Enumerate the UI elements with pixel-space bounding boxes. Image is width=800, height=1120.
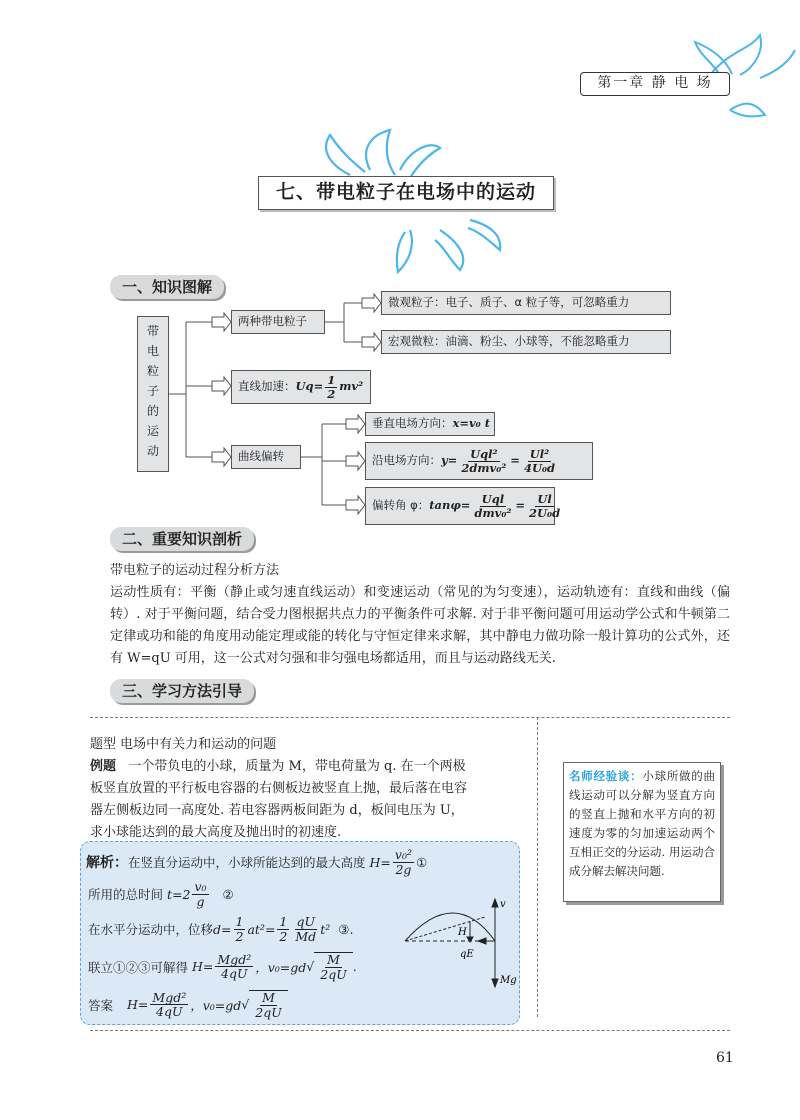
fraction	[293, 915, 318, 944]
frac-num: Uql²	[470, 446, 498, 461]
page-title: 七、带电粒子在电场中的运动	[258, 176, 554, 210]
fraction	[253, 991, 284, 1020]
equation-tag: ③.	[338, 921, 354, 937]
example-line: 一个带负电的小球，质量为 M，带电荷量为 q. 在一个两极	[128, 759, 466, 774]
fraction	[472, 493, 513, 519]
problem-type: 题型 电场中有关力和运动的问题	[90, 737, 277, 752]
frac-den: g	[196, 893, 205, 909]
dashed-divider-top	[90, 717, 730, 718]
mindmap-node-curve	[231, 445, 301, 469]
tip-text: 小球所做的曲线运动可以分解为竖直方向的竖直上抛和水平方向的初速度为零的匀加速运动两个互相正交的分运动. 用运动合成分解去解决问题.	[569, 769, 716, 878]
solution-label: 解析：	[86, 855, 128, 872]
trajectory-figure	[400, 895, 520, 995]
node-label: 宏观微粒：油滴、粉尘、小球等，不能忽略重力	[388, 334, 630, 349]
tip-title: 名师经验谈：	[569, 769, 643, 783]
root-char: 粒	[146, 364, 159, 378]
frac-num: v₀	[194, 879, 207, 894]
example-line: 板竖直放置的平行板电容器的右侧板边被竖直上抛，最后落在电容	[90, 781, 468, 796]
formula-part: t²	[320, 921, 331, 937]
formula-part: mv²	[339, 379, 364, 394]
frac-num: 1	[279, 914, 288, 929]
analysis-paragraph: 运动性质有：平衡（静止或匀速直线运动）和变速运动（常见的为匀变速），运动轨迹有：直线和曲线（偏转）. 对于平衡问题，结合受力图根据共点力的平衡条件可求解. 对于非平衡问题可用运动学公式和牛顿第二定律或功和能的角度用动能定理或能的转化与守恒定律来求解，其中静电力做功除一般计算功的公式外，还有 W=qU 可用，这一公式对匀强和非匀强电场都适用，而且与运动路线无关.	[110, 585, 730, 666]
frac-den: 2U₀d	[529, 505, 561, 520]
solution-line-4	[88, 952, 357, 982]
fraction	[215, 953, 253, 982]
fraction	[234, 915, 246, 944]
fraction	[522, 448, 557, 474]
fraction	[150, 991, 188, 1020]
frac-den: 4qU	[221, 966, 248, 982]
frac-den: 2g	[395, 861, 412, 877]
fraction	[277, 915, 289, 944]
node-label: 直线加速：	[238, 379, 296, 394]
square-root: √ $\frac{M}{2qU}$	[306, 952, 352, 982]
example-line: 器左侧板边同一高度处. 若电容器两板间距为 d，板间电压为 U，	[90, 803, 464, 818]
node-label: 沿电场方向：	[372, 453, 441, 468]
formula-part: =	[515, 498, 526, 513]
solution-text: 所用的总时间	[88, 887, 164, 903]
node-label: 曲线偏转	[238, 449, 284, 464]
fraction	[325, 374, 337, 400]
mindmap-node-along	[365, 442, 593, 480]
frac-num: qU	[296, 914, 316, 929]
formula-part: Uq=	[295, 379, 324, 394]
example-block	[90, 756, 530, 844]
page-number: 61	[716, 1050, 734, 1066]
formula-part: H=	[369, 854, 391, 870]
formula-part: H=	[127, 997, 149, 1013]
mindmap-node-angle	[365, 487, 561, 525]
mindmap-node-linear	[231, 370, 371, 404]
frac-num: Mgd²	[152, 989, 187, 1005]
solution-line-1	[86, 848, 427, 877]
frac-den: 2qU	[320, 966, 347, 982]
frac-num: Ul²	[529, 446, 550, 461]
teacher-tip-box	[563, 762, 721, 902]
frac-num: 1	[327, 372, 336, 387]
example-line: 求小球能达到的最大高度及抛出时的初速度.	[90, 825, 342, 840]
frac-den: 4U₀d	[523, 460, 556, 475]
label-Mg: Mg	[500, 975, 517, 986]
frac-num: M	[262, 990, 275, 1005]
formula-part: .	[352, 959, 357, 975]
formula-part: x=v₀ t	[452, 416, 491, 431]
dashed-divider-bottom	[90, 1030, 730, 1031]
frac-den: 2	[235, 928, 244, 944]
node-label: 偏转角 φ：	[372, 498, 430, 513]
node-label: 垂直电场方向：	[372, 416, 453, 431]
solution-answer-line	[88, 990, 288, 1020]
root-char: 的	[146, 404, 159, 418]
formula-part: H=	[192, 959, 214, 975]
answer-label: 答案	[88, 997, 114, 1013]
formula-part: tanφ=	[429, 498, 471, 513]
root-char: 电	[146, 344, 159, 358]
analysis-heading: 带电粒子的运动过程分析方法	[110, 563, 280, 578]
formula-part: at²=	[247, 921, 276, 937]
frac-den: 2qU	[255, 1004, 282, 1020]
section-heading-methods: 三、学习方法引导	[110, 679, 254, 703]
mindmap-node-two-kinds	[231, 310, 325, 334]
fraction	[527, 493, 562, 519]
frac-num: Mgd²	[217, 951, 252, 967]
mindmap-node-macro	[381, 330, 671, 354]
frac-den: 2	[327, 386, 336, 401]
solution-line-2	[88, 880, 234, 909]
chapter-header: 第一章 静 电 场	[580, 72, 730, 96]
section-heading-key-analysis: 二、重要知识剖析	[110, 527, 254, 551]
formula-part: ，v₀=gd	[255, 959, 307, 975]
node-label: 微观粒子：电子、质子、α 粒子等，可忽略重力	[388, 295, 630, 310]
frac-den: dmv₀²	[474, 505, 512, 520]
root-char: 动	[146, 444, 159, 458]
formula-part: ，v₀=gd	[190, 997, 242, 1013]
frac-num: Ul	[537, 491, 552, 506]
label-v: v	[500, 899, 506, 910]
example-label: 例题	[90, 759, 117, 774]
formula-part: t=2	[167, 886, 191, 902]
fraction	[192, 880, 208, 909]
formula-part: y=	[441, 453, 458, 468]
mindmap-node-micro	[381, 291, 671, 315]
frac-den: 2dmv₀²	[461, 460, 507, 475]
fraction	[393, 848, 414, 877]
formula-part: =	[510, 453, 520, 468]
label-qE: qE	[460, 949, 474, 960]
frac-num: M	[327, 952, 340, 967]
frac-den: 2	[279, 928, 288, 944]
node-label: 两种带电粒子	[238, 314, 307, 329]
frac-num: Uql	[481, 491, 505, 506]
solution-text: 联立①②③可解得	[88, 959, 189, 975]
frac-num: v₀²	[394, 847, 412, 862]
root-char: 运	[146, 424, 159, 438]
frac-den: 4qU	[156, 1004, 183, 1020]
mindmap-node-perpendicular	[365, 412, 495, 436]
label-H: H	[458, 927, 467, 938]
root-char: 带	[146, 324, 159, 338]
solution-text: 在竖直分运动中，小球所能达到的最大高度	[128, 855, 366, 871]
square-root: √ $\frac{M}{2qU}$	[241, 990, 287, 1020]
section-heading-knowledge-diagram: 一、知识图解	[110, 275, 224, 299]
root-char: 子	[146, 384, 159, 398]
solution-line-3	[88, 915, 353, 944]
mindmap-root	[137, 316, 169, 472]
frac-num: 1	[235, 914, 244, 929]
solution-text: 在水平分运动中，位移	[88, 922, 214, 938]
fraction	[318, 953, 349, 982]
equation-tag: ①	[415, 854, 428, 870]
frac-den: Md	[295, 928, 317, 944]
equation-tag: ②	[222, 886, 234, 902]
fraction	[459, 448, 508, 474]
formula-part: d=	[213, 921, 232, 937]
dashed-divider-vertical	[537, 717, 538, 1017]
